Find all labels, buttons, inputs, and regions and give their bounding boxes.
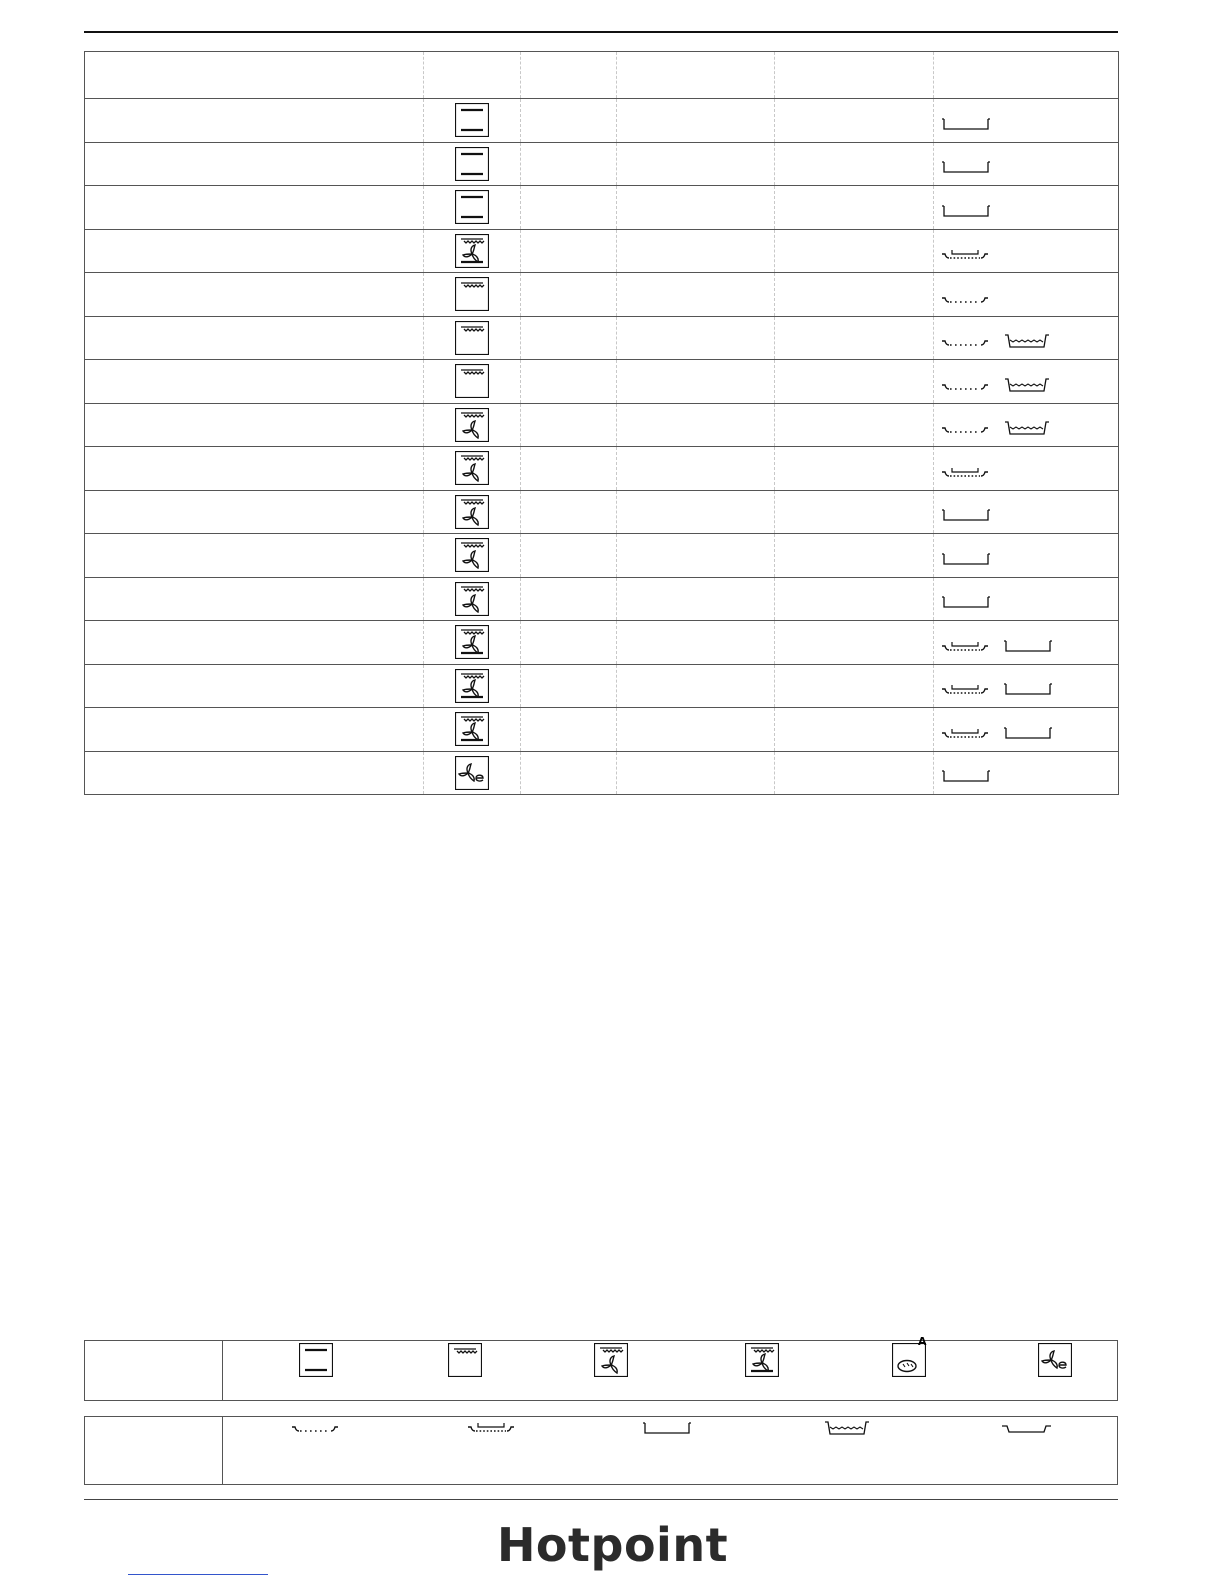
table-header-cell [424,52,521,99]
accessories-cell [934,534,1119,578]
table-cell [775,316,934,360]
table-row [85,447,1119,491]
table-cell [85,751,424,795]
function-cell [424,751,521,795]
wire-shelf-icon [940,379,990,397]
table-header-cell [934,52,1119,99]
table-row [85,534,1119,578]
baking-tray-on-shelf-icon [940,248,990,266]
table-row [85,490,1119,534]
table-cell [617,534,775,578]
table-cell [85,708,424,752]
legend-accessory-item [641,1421,705,1446]
legend-accessory-item [290,1421,352,1445]
function-cell [424,273,521,317]
table-cell [617,99,775,143]
table-cell [521,186,617,230]
turbo-grill-icon [594,1343,628,1377]
function-cell [424,316,521,360]
table-cell [775,577,934,621]
table-cell [775,99,934,143]
accessories-cell [934,708,1119,752]
function-cell [424,577,521,621]
legend-function-item [745,1343,779,1377]
baking-tray-on-shelf-icon [940,683,990,701]
legend-functions [84,1335,1118,1401]
table-row [85,229,1119,273]
baking-tray-on-shelf-icon [940,727,990,745]
table-cell [85,273,424,317]
table-cell [85,229,424,273]
baking-tray-icon [940,160,992,179]
bread-icon-letter: A [918,1335,927,1348]
table-cell [521,664,617,708]
accessories-cell [934,99,1119,143]
table-cell [521,316,617,360]
accessories-cell [934,316,1119,360]
baking-tray-icon [940,769,992,788]
accessories-cell [934,447,1119,491]
table-cell [617,186,775,230]
table-cell [617,229,775,273]
accessories-cell [934,186,1119,230]
function-cell [424,229,521,273]
function-cell [424,99,521,143]
accessories-cell [934,229,1119,273]
header-rule [84,31,1118,33]
table-cell [85,360,424,404]
function-cell [424,708,521,752]
turbo-grill-icon [455,451,489,485]
drip-tray-water-icon [1002,334,1052,353]
grill-icon [455,321,489,355]
conventional-icon [455,190,489,224]
convection-bake-icon [455,669,489,703]
legend-functions-label [85,1341,223,1400]
table-row [85,751,1119,795]
function-cell [424,360,521,404]
legend-function-item [892,1335,927,1377]
table-cell [521,360,617,404]
turbo-grill-icon [455,495,489,529]
accessories-cell [934,403,1119,447]
table-cell [85,403,424,447]
table-cell [521,447,617,491]
drip-tray-water-icon [1002,421,1052,440]
table-cell [521,142,617,186]
table-cell [85,316,424,360]
function-cell [424,534,521,578]
accessories-cell [934,577,1119,621]
table-row [85,186,1119,230]
table-cell [85,99,424,143]
table-header-row [85,52,1119,99]
table-row [85,316,1119,360]
wire-shelf-icon [940,335,990,353]
table-header-cell [521,52,617,99]
baking-tray-icon [940,117,992,136]
baking-tray-icon [641,1421,693,1440]
table-cell [521,708,617,752]
legend-accessory-item [1000,1421,1064,1445]
table-cell [521,273,617,317]
table-row [85,664,1119,708]
table-cell [85,664,424,708]
table-header-cell [775,52,934,99]
turbo-grill-icon [455,538,489,572]
table-cell [617,751,775,795]
function-cell [424,664,521,708]
legend-accessory-item [466,1421,528,1445]
table-cell [617,403,775,447]
table-cell [617,360,775,404]
accessories-cell [934,273,1119,317]
table-cell [85,447,424,491]
drip-tray-water-icon [822,1421,872,1440]
accessories-cell [934,664,1119,708]
baking-tray-on-shelf-icon [940,466,990,484]
conventional-icon [455,147,489,181]
table-cell [617,664,775,708]
table-cell [85,490,424,534]
table-row [85,403,1119,447]
table-row [85,99,1119,143]
convection-bake-icon [455,625,489,659]
baking-tray-icon [940,595,992,614]
table-cell [521,99,617,143]
table-cell [521,229,617,273]
table-cell [775,360,934,404]
turbo-grill-icon [455,582,489,616]
table-cell [521,751,617,795]
legend-accessory-item [822,1421,884,1446]
conventional-icon [299,1343,333,1377]
table-cell [521,577,617,621]
turbo-grill-icon [455,408,489,442]
function-cell [424,621,521,665]
table-row [85,360,1119,404]
legend-function-item [448,1343,482,1377]
table-cell [617,708,775,752]
wire-shelf-icon [940,422,990,440]
table-cell [521,534,617,578]
drip-tray-icon [1000,1421,1052,1439]
grill-icon [455,364,489,398]
footer-rule [84,1499,1118,1500]
accessories-cell [934,360,1119,404]
table-header-cell [617,52,775,99]
baking-tray-on-shelf-icon [466,1421,516,1439]
table-cell [521,490,617,534]
table-row [85,577,1119,621]
table-cell [775,403,934,447]
legend-accessories-label [85,1417,223,1484]
table-cell [521,621,617,665]
function-cell [424,447,521,491]
accessories-cell [934,142,1119,186]
legend-function-item [594,1343,628,1377]
conventional-icon [455,103,489,137]
table-cell [85,577,424,621]
table-cell [617,490,775,534]
table-cell [775,664,934,708]
table-cell [85,186,424,230]
baking-tray-icon [1002,682,1054,701]
grill-icon [448,1343,482,1377]
table-cell [617,447,775,491]
eco-forced-air-icon [1038,1343,1072,1377]
baking-tray-icon [1002,726,1054,745]
table-cell [617,316,775,360]
table-header-cell [85,52,424,99]
baking-tray-on-shelf-icon [940,640,990,658]
baking-tray-icon [1002,639,1054,658]
baking-tray-icon [940,508,992,527]
table-cell [775,273,934,317]
baking-tray-icon [940,204,992,223]
table-cell [775,708,934,752]
convection-bake-icon [455,234,489,268]
legend-function-item [1038,1343,1072,1377]
table-cell [617,621,775,665]
table-cell [775,186,934,230]
function-cell [424,186,521,230]
function-cell [424,490,521,534]
table-cell [775,751,934,795]
table-cell [775,490,934,534]
hotpoint-logo: Hotpoint [496,1518,729,1572]
table-cell [775,534,934,578]
table-cell [85,534,424,578]
accessories-cell [934,621,1119,665]
table-cell [617,273,775,317]
baking-tray-icon [940,552,992,571]
function-cell [424,142,521,186]
accessories-cell [934,490,1119,534]
table-row [85,142,1119,186]
legend-accessories [84,1416,1118,1485]
cooking-table [84,51,1119,795]
table-cell [85,142,424,186]
table-row [85,621,1119,665]
table-cell [775,621,934,665]
legend-function-item [299,1343,333,1377]
table-cell [617,142,775,186]
table-cell [521,403,617,447]
wire-shelf-icon [940,292,990,310]
bread-icon [892,1343,926,1377]
convection-bake-icon [745,1343,779,1377]
table-cell [85,621,424,665]
accessories-cell [934,751,1119,795]
footer-link-underline[interactable] [128,1574,268,1575]
grill-icon [455,277,489,311]
wire-shelf-icon [290,1421,340,1439]
table-row [85,708,1119,752]
table-cell [775,229,934,273]
drip-tray-water-icon [1002,378,1052,397]
table-row [85,273,1119,317]
table-cell [775,142,934,186]
convection-bake-icon [455,712,489,746]
table-cell [617,577,775,621]
table-cell [775,447,934,491]
function-cell [424,403,521,447]
eco-forced-air-icon [455,756,489,790]
